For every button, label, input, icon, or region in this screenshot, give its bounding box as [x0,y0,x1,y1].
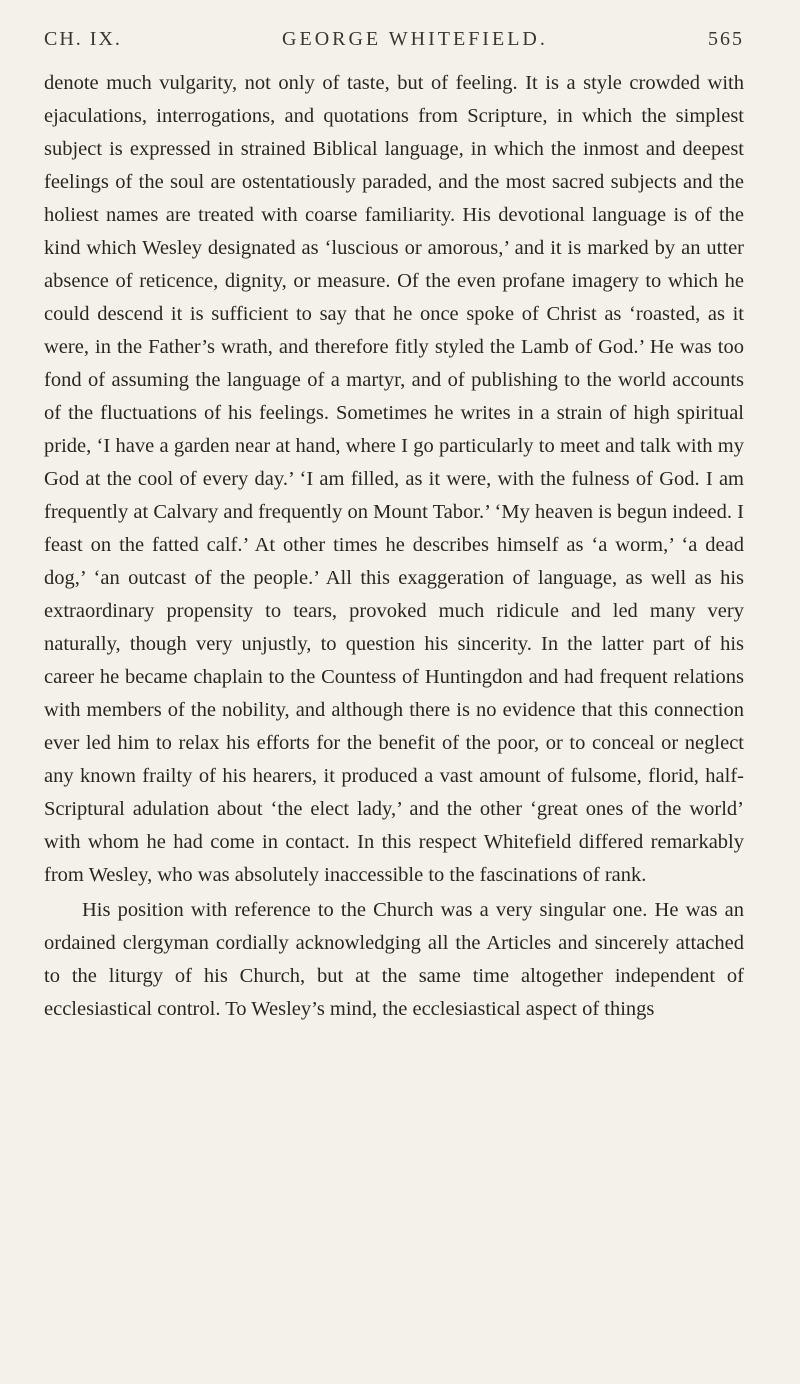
running-header [44,28,744,51]
chapter-label: CH. IX. [44,28,122,50]
paragraph-2: His position with reference to the Church was a very singular one. He was an ordained clergyman cordially acknowledging all the Articles and sincerely attached to the liturgy of his Church, but at the same time altogether independent of ecclesiastical control. To Wesley’s mind, the ecclesiastical aspect of things [44,899,744,1020]
body-text [44,67,744,1026]
running-title: GEORGE WHITEFIELD. [282,28,548,50]
page-number: 565 [708,28,744,50]
paragraph-1: denote much vulgarity, not only of taste, but of feeling. It is a style crowded with ejaculations, interrogations, and quotations from Scripture, in which the simplest subject is expressed in strained Biblical language, in which the inmost and deepest feelings of the soul are ostentatiously paraded, and the most sacred subjects and the holiest names are treated with coarse familiarity. His devotional language is of the kind which Wesley designated as ‘luscious or amorous,’ and it is marked by an utter absence of reticence, dignity, or measure. Of the even profane imagery to which he could descend it is sufficient to say that he once spoke of Christ as ‘roasted, as it were, in the Father’s wrath, and therefore fitly styled the Lamb of God.’ He was too fond of assuming the language of a martyr, and of publishing to the world accounts of the fluctuations of his feelings. Sometimes he writes in a strain of high spiritual pride, ‘I have a garden near at hand, where I go particularly to meet and talk with my God at the cool of every day.’ ‘I am filled, as it were, with the fulness of God. I am frequently at Calvary and frequently on Mount Tabor.’ ‘My heaven is begun indeed. I feast on the fatted calf.’ At other times he describes himself as ‘a worm,’ ‘a dead dog,’ ‘an outcast of the people.’ All this exaggeration of language, as well as his extraordinary propensity to tears, provoked much ridicule and led many very naturally, though very unjustly, to question his sincerity. In the latter part of his career he became chaplain to the Countess of Huntingdon and had frequent relations with members of the nobility, and although there is no evidence that this connection ever led him to relax his efforts for the benefit of the poor, or to conceal or neglect any known frailty of his hearers, it produced a vast amount of fulsome, florid, half-Scriptural adulation about ‘the elect lady,’ and the other ‘great ones of the world’ with whom he had come in contact. In this respect Whitefield differed remarkably from Wesley, who was absolutely inaccessible to the fascinations of rank. [44,72,744,886]
